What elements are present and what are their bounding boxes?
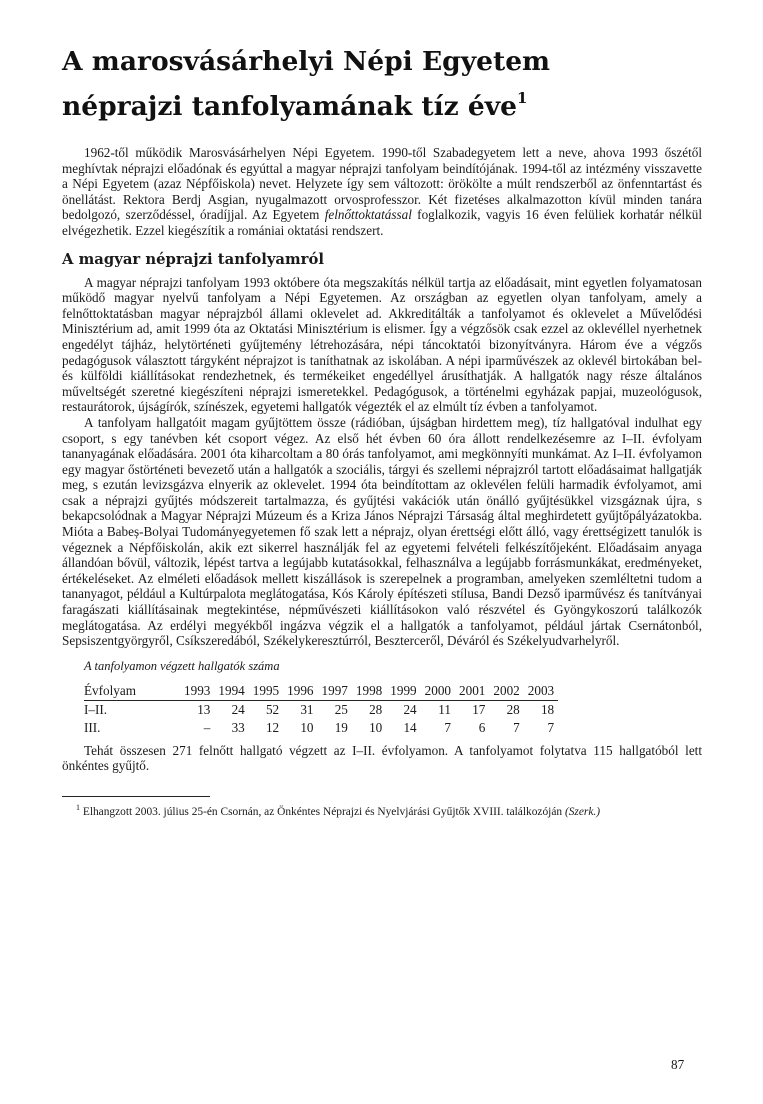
page-content bbox=[62, 44, 702, 819]
year-cell: 2001 bbox=[455, 682, 489, 701]
section-heading: A magyar néprajzi tanfolyamról bbox=[62, 250, 324, 268]
footnote-editor-note: (Szerk.) bbox=[564, 805, 601, 818]
table-cell: 13 bbox=[197, 701, 211, 717]
row-label: III. bbox=[84, 719, 101, 735]
year-cell: 2000 bbox=[421, 682, 455, 701]
intro-italic-term: felnőttoktatással bbox=[324, 207, 412, 223]
year-cell: 1993 bbox=[180, 682, 214, 701]
footnote-divider bbox=[62, 796, 210, 797]
table-cell: – bbox=[203, 719, 211, 735]
table-caption: A tanfolyamon végzett hallgatók száma bbox=[84, 658, 280, 673]
footnote-text: Elhangzott 2003. július 25-én Csornán, az Önkéntes Néprajzi és Nyelvjárási Gyűjtők XVIII. találkozóján bbox=[82, 805, 565, 818]
intro-text-a: 1962-től működik Marosvásárhelyen Népi Egyetem. 1990-től Szabadegyetem lett a neve, ahova 1993 őszétől meghívtak néprajzi előadónak és egyúttal a magyar néprajzi tanfolyam beindítójának. 1994-től az intézmény visszavette a Népi Egyetem (azaz Népfőiskola) nevet. Helyzete így sem változott: örökölte a múlt rendszerből az önfenntartást és önellátást. Rektora Berdj Asgian, nyugalmazott orvosprofesszor. Két fizetéses alkalmazotton kívül minden tanára bedolgozó, szerződéssel, óradíjjal. Az Egyetem bbox=[62, 145, 702, 223]
summary-paragraph: Tehát összesen 271 felnőtt hallgató végzett az I–II. évfolyamon. A tanfolyamot folytatva 115 hallgatóból lett önkéntes gyűjtő. bbox=[62, 742, 702, 774]
year-cell: 2002 bbox=[489, 682, 523, 701]
table-cell: 19 bbox=[334, 719, 348, 735]
year-cell: 1994 bbox=[214, 682, 248, 701]
year-cell: 1997 bbox=[318, 682, 352, 701]
graduates-table bbox=[84, 682, 558, 737]
table-header-label: Évfolyam bbox=[84, 682, 180, 701]
table-cell: 28 bbox=[506, 701, 520, 717]
table-row bbox=[84, 719, 558, 737]
table-cell: 11 bbox=[438, 701, 451, 717]
year-cell: 1995 bbox=[249, 682, 283, 701]
intro-paragraph bbox=[62, 145, 702, 239]
table-header-row bbox=[84, 682, 558, 701]
table-cell: 7 bbox=[444, 719, 451, 735]
body-paragraph-2: A tanfolyam hallgatóit magam gyűjtöttem össze (rádióban, újságban hirdettem meg), tíz hallgatóval indulhat egy csoport, s egy tanévben két csoport végez. Az első hét évben 60 óra állott rendelkezésemre az I–II. évfolyam tananyagának előadására. 2001 óta kiharcoltam a 80 órás tanfolyamot, ami megkönnyíti munkámat. Az I–II. évfolyamon egy magyar őstörténeti bevezető után a hallgatók a szociális, tárgyi és szellemi néprajzról tartott előadásaimat hallgatják meg, s ezután levizsgázva elnyerik az oklevelet. 1994 óta beindítottam az oklevélen felüli harmadik évfolyamot, ami csak a néprajzi gyűjtés módszereit tartalmazza, és gyűjtési vakációk után önálló gyűjtésükkel vizsgáznak újra, s bekapcsolódnak a Magyar Néprajzi Múzeum és a Kriza János Néprajzi Társaság által meghirdetett gyűjtőpályázatokba. Mióta a Babeș-Bolyai Tudományegyetemen fő szak lett a néprajz, olyan érettségi előtt álló, vagy érettségizett tanulók is végeznek a Népfőiskolán, akik ezt sikerrel használják fel az egyetemi felvételi felkészítőjeként. Előadásaim anyaga állandóan bővül, változik, lépést tartva a legújabb kutatásokkal, felhasználva a legújabb forrásmunkákat, eredményeket, értékeléseket. Az elméleti előadások mellett kiszállások is szerepelnek a programban, amelyeken szemléltetni tudom a tananyagot, például a Kultúrpalota meglátogatása, Kós Károly építészeti stílusa, Bandi Dezső iparművész és tanítványai faragászati kiállításainak megtekintése, népművészeti kiállításokon való részvétel és Gyöngykoszorú találkozók meglátogatása. Az erdélyi megyékből ingázva végzik el a hallgatók a tanfolyamot, például jártak Csernátonból, Sepsiszentgyörgyről, Csíkszeredából, Székelykeresztúrról, Beszterceről, Déváról és Székelyudvarhelyről. bbox=[62, 414, 702, 649]
table-cell: 24 bbox=[403, 701, 417, 717]
table-row bbox=[84, 700, 558, 719]
table-cell: 14 bbox=[403, 719, 417, 735]
year-cell: 1999 bbox=[386, 682, 420, 701]
year-cell: 2003 bbox=[524, 682, 558, 701]
table-cell: 7 bbox=[513, 719, 520, 735]
table-cell: 28 bbox=[369, 701, 383, 717]
intro-text-b: foglalkozik, vagyis 16 éven felüliek korhatár nélkül elvégezhetik. Ezzel kiegészítik a romániai oktatási rendszert. bbox=[62, 207, 702, 238]
table-cell: 25 bbox=[334, 701, 348, 717]
page-number: 87 bbox=[671, 1057, 685, 1072]
row-label: I–II. bbox=[84, 701, 108, 717]
table-cell: 33 bbox=[231, 719, 245, 735]
footnote bbox=[76, 801, 702, 819]
table-cell: 7 bbox=[547, 719, 555, 735]
table-cell: 17 bbox=[472, 701, 486, 717]
table-cell: 12 bbox=[265, 719, 280, 735]
footnote-marker: 1 bbox=[76, 803, 80, 812]
body-paragraph-1: A magyar néprajzi tanfolyam 1993 októbere óta megszakítás nélkül tartja az előadásait, mint egyetlen folyamatosan működő magyar nyelvű tanfolyam a Népi Egyetemen. Az országban az egyetlen olyan tanfolyam, amely a felnőttoktatásban magyar néprajzból állami oklevelet ad. Akkreditálták a tanfolyamot és oklevelet a Művelődési Minisztérium ad, amit 1999 óta az Oktatási Minisztérium is elismer. Így a végzősök csak ezzel az oklevéllel nyerhetnek engedélyt tájház, helytörténeti gyűjtemény létrehozására, népi táncoktatói bizonyítványra. Három éve a végzős pedagógusok választott tárgyként néprajzot is taníthatnak az iskolában. A népi iparművészek az oklevél birtokában bel- és külföldi kiállításokat rendezhetnek, és termékeiket engedéllyel árusíthatják. A hallgatók nagy része általános műveltségét szeretné kiegészíteni néprajzi ismeretekkel. Pedagógusok, a történelmi egyházak papjai, muzeológusok, restaurátorok, újságírók, színészek, egyetemi hallgatók végezték el az elmúlt tíz évben a tanfolyamot. bbox=[62, 274, 702, 415]
title-line-1: A marosvásárhelyi Népi Egyetem bbox=[62, 46, 551, 77]
year-cell: 1996 bbox=[283, 682, 317, 701]
table-cell: 31 bbox=[300, 701, 314, 717]
table-cell: 10 bbox=[369, 719, 383, 735]
table-cell: 24 bbox=[231, 701, 245, 717]
table-cell: 6 bbox=[478, 719, 486, 735]
article-title bbox=[62, 44, 702, 125]
year-cell: 1998 bbox=[352, 682, 386, 701]
table-cell: 10 bbox=[300, 719, 314, 735]
table-cell: 18 bbox=[540, 701, 555, 717]
table-cell: 52 bbox=[265, 701, 280, 717]
title-footnote-marker: 1 bbox=[517, 89, 528, 107]
title-line-2: néprajzi tanfolyamának tíz éve bbox=[62, 91, 518, 122]
